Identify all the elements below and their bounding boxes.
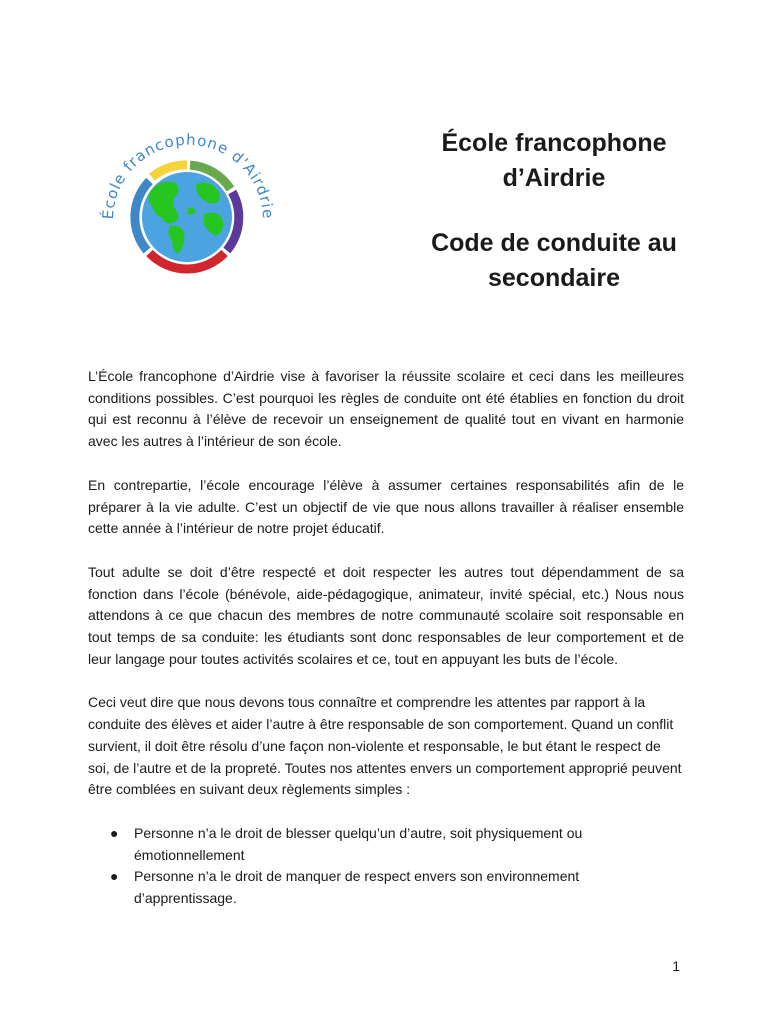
bullet-icon: ● bbox=[110, 824, 119, 841]
paragraph-responsibilities: En contrepartie, l’école encourage l’élève à assumer certaines responsabilités afin de le préparer à la vie adulte. C’est un objectif de vie que nous allons travailler à réaliser ensemble cette année à l’intérieur de notre projet éducatif. bbox=[88, 476, 684, 537]
rules-list bbox=[88, 823, 684, 910]
paragraph-adults: Tout adulte se doit d’être respecté et doit respecter les autres tout dépendamment de sa fonction dans l’école (bénévole, aide-pédagogique, animateur, invité spécial, etc.) Nous nous attendons à ce que chacun des membres de notre communauté scolaire soit responsable en tout temps de sa conduite: les étudiants sont donc responsables de leur comportement et de leur langage pour toutes activités scolaires et ce, tout en appuyant les buts de l’école. bbox=[88, 563, 684, 667]
paragraph-expectations: Ceci veut dire que nous devons tous connaître et comprendre les attentes par rapport à la conduite des élèves et aider l’autre à être responsable de son comportement. Quand un conflit survient, il doit être résolu d’une façon non-violente et responsable, le but étant le respect de soi, de l’autre et de la propreté. Toutes nos attentes envers un comportement approprié peuvent être comblées en suivant deux règlements simples : bbox=[88, 694, 682, 798]
bullet-icon: ● bbox=[110, 868, 119, 885]
rule-text: Personne n’a le droit de blesser quelqu’un d’autre, soit physiquement ou émotionnellement bbox=[134, 824, 583, 863]
document-title-line1: Code de conduite au bbox=[431, 229, 677, 257]
school-logo bbox=[92, 122, 282, 292]
school-name-line2: d’Airdrie bbox=[502, 164, 606, 192]
logo-arc-text: École francophone d'Airdrie bbox=[98, 130, 278, 220]
rule-item bbox=[88, 823, 684, 866]
title-block bbox=[404, 126, 704, 296]
rule-item bbox=[88, 866, 684, 909]
page-number: 1 bbox=[672, 958, 680, 974]
school-name-line1: École francophone bbox=[441, 129, 667, 157]
document-body bbox=[88, 366, 684, 910]
document-title-line2: secondaire bbox=[487, 264, 620, 292]
rule-text: Personne n’a le droit de manquer de respect envers son environnement d’apprentissage. bbox=[134, 868, 580, 907]
paragraph-intro: L’École francophone d’Airdrie vise à favoriser la réussite scolaire et ceci dans les meilleures conditions possibles. C’est pourquoi les règles de conduite ont été établies en fonction du droit qui est reconnu à l’élève de recevoir un enseignement de qualité tout en vivant en harmonie avec les autres à l’intérieur de son école. bbox=[88, 368, 684, 450]
